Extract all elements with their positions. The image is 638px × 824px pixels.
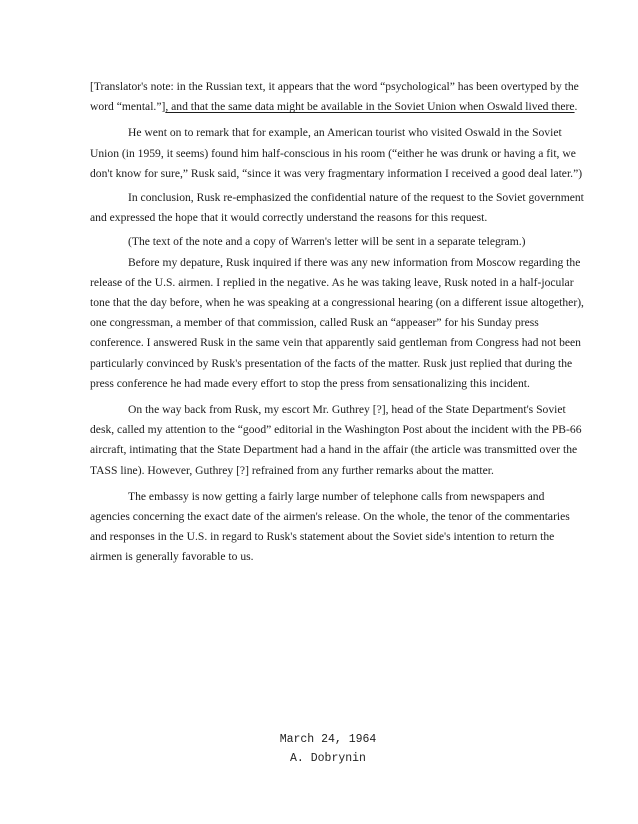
paragraph-telegram-note: (The text of the note and a copy of Warren's letter will be sent in a separate telegram.) bbox=[128, 235, 526, 249]
paragraph-guthrey: On the way back from Rusk, my escort Mr. Guthrey [?], head of the State Department's Soviet desk, called my attention to the “good” editorial in the Washington Post about the incident with the PB-66 aircraft, intimating that the State Department had a hand in the affair (the article was transmitted over the TASS line). However, Guthrey [?] refrained from any further remarks about the matter. bbox=[90, 403, 582, 477]
signature-block bbox=[0, 730, 638, 768]
paragraph-oswald-tourist: He went on to remark that for example, an American tourist who visited Oswald in the Soviet Union (in 1959, it seems) found him half-conscious in his room (“either he was drunk or having a fit, we don't know for sure,” Rusk said, “since it was very fragmentary information I received a good deal later.”) bbox=[90, 126, 583, 180]
paragraph-departure: Before my depature, Rusk inquired if there was any new information from Moscow regarding the release of the U.S. airmen. I replied in the negative. As he was taking leave, Rusk noted in a half-jocular tone that the day before, when he was speaking at a congressional hearing (on a different issue altogether), one congressman, a member of that commission, called Rusk an “appeaser” for his Sunday press conference. I answered Rusk in the same vein that apparently said gentleman from Congress had not been particularly convinced by Rusk's presentation of the facts of the matter. Rusk just replied that during the press conference he had made every effort to stop the press from sensationalizing this incident. bbox=[90, 255, 584, 390]
translator-note: [Translator's note: in the Russian text, it appears that the word “psychological” has been overtyped by the word “mental.”] bbox=[90, 80, 579, 114]
paragraph-embassy-calls: The embassy is now getting a fairly large number of telephone calls from newspapers and agencies concerning the exact date of the airmen's release. On the whole, the tenor of the commentaries and responses in the U.S. in regard to Rusk's statement about the Soviet side's intention to return the airmen is generally favorable to us. bbox=[90, 489, 570, 564]
paragraph-conclusion: In conclusion, Rusk re-emphasized the confidential nature of the request to the Soviet government and expressed the hope that it would correctly understand the reasons for this request. bbox=[90, 191, 584, 225]
document-body bbox=[90, 77, 585, 568]
signer-name: A. Dobrynin bbox=[290, 752, 366, 765]
note-period: . bbox=[574, 100, 578, 114]
translator-note-paragraph bbox=[90, 77, 585, 117]
document-date: March 24, 1964 bbox=[279, 733, 377, 746]
underlined-clause: , and that the same data might be available in the Soviet Union when Oswald lived there bbox=[165, 100, 575, 114]
